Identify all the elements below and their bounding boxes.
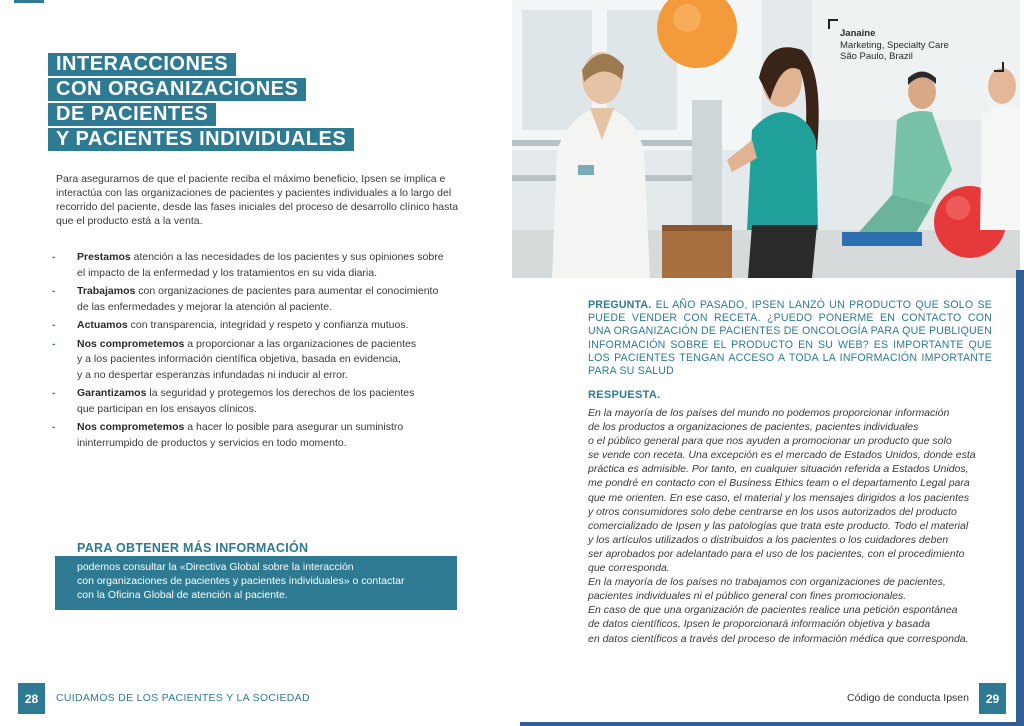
list-item — [52, 250, 492, 281]
bullet-text: atención a las necesidades de los pacientes y sus opiniones sobre — [130, 251, 444, 263]
bullet-continuation: ininterrumpido de productos y servicios en todo momento. — [77, 436, 347, 449]
answer-paragraph — [588, 603, 998, 645]
bullet-keyword: Nos comprometemos — [77, 337, 185, 350]
answer-line: comercializado de Ipsen y las patologías que trata este producto. Todo el material — [588, 519, 969, 532]
answer-line: me pondré en contacto con el Business Ethics team o el departamento Legal para — [588, 477, 970, 490]
bullet-keyword: Prestamos — [77, 251, 131, 263]
answer-label: RESPUESTA. — [588, 389, 661, 401]
more-info-heading: PARA OBTENER MÁS INFORMACIÓN — [77, 541, 309, 555]
bullet-dash-icon: - — [52, 421, 56, 433]
info-line: podemos consultar la «Directiva Global sobre la interacción — [77, 561, 354, 573]
bullet-dash-icon: - — [52, 387, 56, 399]
answer-line: En caso de que una organización de pacientes realice una petición espontánea — [588, 604, 958, 617]
page-edge-band — [520, 722, 1024, 726]
top-accent-mark — [14, 0, 44, 3]
answer-line: de datos científicos, Ipsen le proporcionará información objetiva y basada — [588, 618, 931, 631]
answer-paragraph — [588, 406, 998, 575]
list-item — [52, 284, 492, 315]
answer-line: se vende con receta. Una excepción es el mercado de Estados Unidos, donde esta — [588, 449, 976, 462]
answer-block — [588, 406, 998, 646]
intro-paragraph — [56, 172, 488, 228]
footer-document-title: Código de conducta Ipsen — [846, 692, 969, 704]
list-item — [52, 318, 492, 334]
answer-line: En la mayoría de los países no trabajamos con organizaciones de pacientes, — [588, 576, 946, 589]
bullet-continuation: de las enfermedades y mejorar la atención al paciente. — [77, 300, 333, 313]
bullet-keyword: Garantizamos — [77, 387, 147, 399]
bullet-text: a hacer lo posible para asegurar un suministro — [184, 421, 404, 433]
answer-line: que corresponda. — [588, 562, 670, 575]
answer-line: práctica es admisible. Por tanto, en cualquier situación referida a Estados Unidos, — [588, 463, 969, 476]
title-line: INTERACCIONES — [48, 53, 236, 76]
bullet-keyword: Nos comprometemos — [77, 421, 185, 433]
page-number-left: 28 — [18, 683, 45, 714]
section-title — [48, 53, 354, 153]
intro-line: recorrido del paciente, desde las fases iniciales del proceso de desarrollo clínico hasta — [56, 201, 459, 213]
list-item — [52, 386, 492, 417]
answer-line: En la mayoría de los países del mundo no podemos proporcionar información — [588, 407, 950, 419]
info-line: con organizaciones de pacientes y pacientes individuales» o contactar — [77, 575, 405, 587]
bullet-text: con transparencia, integridad y respeto y confianza mutuos. — [127, 319, 409, 331]
caption-corner-mark — [994, 62, 1004, 72]
question-label: PREGUNTA. — [588, 299, 652, 311]
caption-corner-mark — [828, 19, 838, 29]
bullet-dash-icon: - — [52, 285, 56, 297]
bullet-keyword: Trabajamos — [77, 285, 136, 297]
answer-line: en datos científicos a través del proceso de información médica que corresponda. — [588, 632, 969, 645]
answer-line: y otros consumidores solo debe centrarse en los usos autorizados del producto — [588, 505, 957, 518]
bullet-dash-icon: - — [52, 251, 56, 263]
list-item — [52, 337, 492, 384]
question-block — [588, 299, 992, 378]
answer-line: de los productos a organizaciones de pacientes, pacientes individuales — [588, 421, 919, 434]
bullet-continuation: y a no despertar esperanzas infundadas ni inducir al error. — [77, 368, 348, 381]
answer-line: o el público general para que nos ayuden a promocionar un producto que solo — [588, 435, 952, 448]
answer-line: pacientes individuales ni el público general con fines promocionales. — [588, 590, 907, 603]
intro-line: que el producto está a la venta. — [56, 215, 203, 227]
caption-location: São Paulo, Brazil — [840, 51, 913, 62]
intro-line: interactúa con las organizaciones de pacientes y pacientes individuales a lo largo del — [56, 187, 452, 199]
answer-line: ser aprobados por adelantado para el uso de los pacientes, con el procedimiento — [588, 547, 965, 560]
answer-line: que me orienten. En ese caso, el material y los mensajes dirigidos a los pacientes — [588, 491, 970, 504]
intro-line: Para asegurarnos de que el paciente reciba el máximo beneficio, Ipsen se implica e — [56, 173, 446, 185]
bullet-continuation: el impacto de la enfermedad y los tratamientos en su vida diaria. — [77, 266, 377, 279]
bullet-text: con organizaciones de pacientes para aumentar el conocimiento — [135, 285, 439, 297]
list-item — [52, 420, 492, 451]
bullet-keyword: Actuamos — [77, 319, 128, 331]
title-line: Y PACIENTES INDIVIDUALES — [48, 128, 354, 151]
page-edge-band — [1016, 270, 1024, 726]
bullet-continuation: que participan en los ensayos clínicos. — [77, 402, 257, 415]
bullet-text: la seguridad y protegemos los derechos de los pacientes — [146, 387, 415, 399]
bullet-continuation: y a los pacientes información científica objetiva, basada en evidencia, — [77, 353, 401, 365]
bullet-dash-icon: - — [52, 337, 56, 350]
commitments-list — [52, 250, 492, 454]
title-line: DE PACIENTES — [48, 103, 216, 126]
bullet-dash-icon: - — [52, 319, 56, 331]
caption-name: Janaine — [840, 28, 876, 39]
bullet-text: a proporcionar a las organizaciones de pacientes — [184, 337, 417, 350]
question-text: EL AÑO PASADO, IPSEN LANZÓ UN PRODUCTO QUE SOLO SE PUEDE VENDER CON RECETA. ¿PUEDO PONERME EN CONTACTO CON UNA ORGANIZACIÓN DE PACIENTES DE ONCOLOGÍA PARA QUE PUBLIQUEN INFORMACIÓN SOBRE EL PRODUCTO EN SU WEB? ES IMPORTANTE QUE LOS PACIENTES TENGAN ACCESO A TODA LA INFORMACIÓN IMPORTANTE PARA SU SALUD — [588, 299, 992, 378]
page-number-right: 29 — [979, 683, 1006, 714]
photo-caption — [840, 28, 949, 63]
answer-line: y los artículos utilizados o distribuidos a los pacientes o los cuidadores deben — [588, 533, 949, 546]
caption-role: Marketing, Specialty Care — [840, 39, 949, 51]
info-line: con la Oficina Global de atención al paciente. — [77, 589, 288, 601]
title-line: CON ORGANIZACIONES — [48, 78, 306, 101]
footer-section-title: CUIDAMOS DE LOS PACIENTES Y LA SOCIEDAD — [56, 692, 310, 704]
answer-paragraph — [588, 575, 998, 603]
more-info-box — [55, 556, 457, 610]
